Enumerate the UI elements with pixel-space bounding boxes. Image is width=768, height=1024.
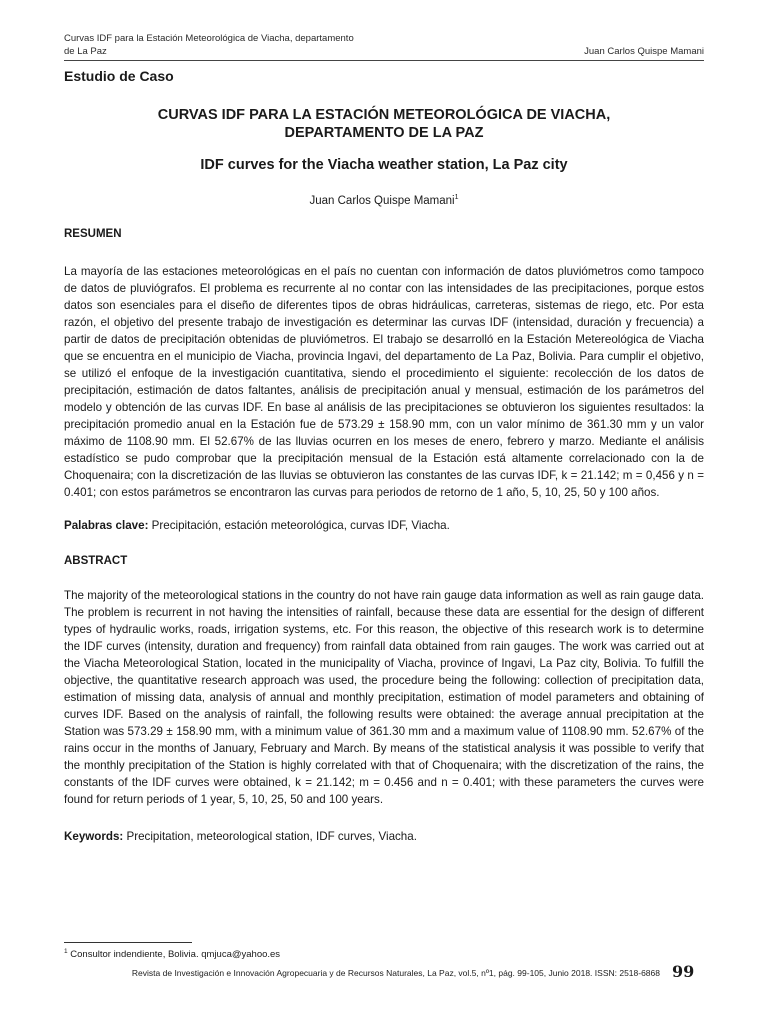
abstract-heading: ABSTRACT xyxy=(64,555,128,567)
journal-citation: Revista de Investigación e Innovación Agropecuaria y de Recursos Naturales, La Paz, vol.5, nº1, pág. 99-105, Junio 2018. ISSN: 2518-6868 xyxy=(131,968,660,978)
abstract-keywords-text: Precipitation, meteorological station, IDF curves, Viacha. xyxy=(126,830,417,843)
resumen-keywords-label: Palabras clave: xyxy=(64,519,149,532)
footnote xyxy=(64,948,280,960)
resumen-keywords xyxy=(64,517,704,534)
article-title-line-1: CURVAS IDF PARA LA ESTACIÓN METEOROLÓGICA DE VIACHA, xyxy=(157,107,611,123)
header-author: Juan Carlos Quispe Mamani xyxy=(584,46,704,57)
header-rule xyxy=(64,60,704,61)
abstract-keywords xyxy=(64,828,704,845)
footnote-mark: 1 xyxy=(64,948,68,955)
author-line xyxy=(64,194,704,207)
page-number: 99 xyxy=(672,962,695,981)
author-footnote-mark: 1 xyxy=(454,194,459,201)
resumen-keywords-text: Precipitación, estación meteorológica, curvas IDF, Viacha. xyxy=(151,519,450,532)
footnote-text: Consultor indendiente, Bolivia. qmjuca@yahoo.es xyxy=(70,949,281,961)
english-title: IDF curves for the Viacha weather station, La Paz city xyxy=(200,157,568,173)
resumen-heading: RESUMEN xyxy=(64,228,122,240)
article-title xyxy=(64,106,704,142)
section-kicker: Estudio de Caso xyxy=(64,68,174,84)
article-title-line-2: DEPARTAMENTO DE LA PAZ xyxy=(284,125,484,141)
abstract-body: The majority of the meteorological stations in the country do not have rain gauge data information as well as rain gauge data. The problem is recurrent in not having the intensities of rainfall, because these data are essential for the design of different types of hydraulic works, roads, irrigation systems, etc. For this reason, the objective of this research work is to determine the IDF curves (intensity, duration and frequency) from rainfall data obtained from rain gauges. The work was carried out at the Viacha Meteorological Station, located in the municipality of Viacha, province of Ingavi, La Paz city, Bolivia. To fulfill the objective, the quantitative research approach was used, the procedure being the following: collection of precipitation data, estimation of missing data, analysis of annual and monthly precipitation, estimation of model parameters and obtaining of curves IDF. Based on the analysis of rainfall, the following results were obtained: the average annual precipitation at the Station was 573.29 ± 158.90 mm, with a minimum value of 361.30 mm and a maximum value of 1108.90 mm. 52.67% of the rains occur in the months of January, February and March. By means of the statistical analysis it was possible to verify that the monthly precipitation of the Station is highly correlated with that of Choquenaira; with the discretization of the rains, the constants of the IDF curves were obtained, k = 21.142; m = 0.456 and n = 0.401; with these parameters the curves were found for return periods of 1 year, 5, 10, 25, 50 and 100 years. xyxy=(64,589,704,806)
header-article-title: Curvas IDF para la Estación Meteorológica de Viacha, departamento de La Paz xyxy=(64,33,354,57)
abstract-keywords-label: Keywords: xyxy=(64,830,124,843)
resumen-body: La mayoría de las estaciones meteorológicas en el país no cuentan con información de datos pluviómetros como tampoco de datos de pluviógrafos. El problema es recurrente al no contar con las intensidades de las precipitaciones, porque estos datos son esenciales para el diseño de diferentes tipos de obras hidráulicas, carreteras, sistemas de riego, etc. Por esta razón, el objetivo del presente trabajo de investigación es determinar las curvas IDF (intensidad, duración y frecuencia) a partir de datos de precipitación obtenidas de pluviómetros. El trabajo se desarrolló en la Estación Metereológica de Viacha que se encuentra en el municipio de Viacha, provincia Ingavi, del departamento de La Paz, Bolivia. Para cumplir el objetivo, se utilizó el enfoque de la investigación cuantitativa, siendo el procedimiento el siguiente: recolección de los datos de precipitación, estimación de datos faltantes, análisis de precipitación anual y mensual, estimación de los parámetros del modelo y obtención de las curvas IDF. En base al análisis de las precipitaciones se obtuvieron los siguientes resultados: la precipitación promedio anual en la Estación fue de 573.29 ± 158.90 mm, con un valor mínimo de 361.30 mm y un valor máximo de 1108.90 mm. El 52.67% de las lluvias ocurren en los meses de enero, febrero y marzo. Mediante el análisis estadístico se pudo comprobar que la precipitación mensual de la Estación está altamente correlacionado con la de Choquenaira; con la discretización de las lluvias se obtuvieron las constantes de las curvas IDF, k = 21.142; m = 0,456 y n = 0.401; con estos parámetros se encontraron las curvas para periodos de retorno de 1 año, 5, 10, 25, 50 y 100 años. xyxy=(64,265,704,499)
author-name: Juan Carlos Quispe Mamani xyxy=(309,194,455,207)
footnote-rule xyxy=(64,942,192,943)
